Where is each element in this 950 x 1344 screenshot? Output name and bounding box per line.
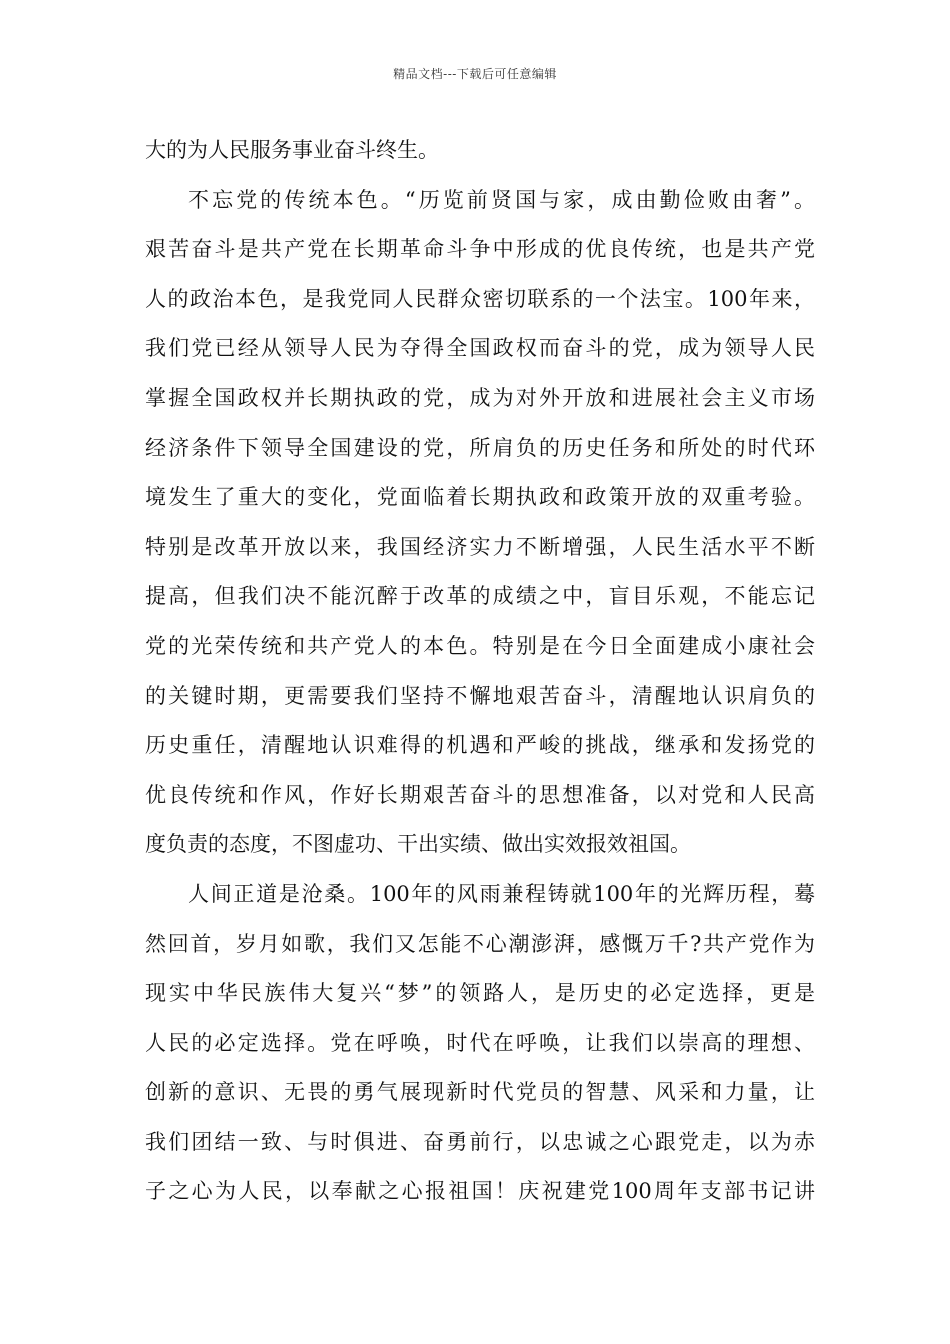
text-line: 特别是改革开放以来，我国经济实力不断增强，人民生活水平不断: [145, 534, 815, 559]
text-line: 不忘党的传统本色。“历览前贤国与家，成由勤俭败由奢”。: [188, 187, 815, 212]
text-line: 提高，但我们决不能沉醉于改革的成绩之中，盲目乐观，不能忘记: [145, 584, 815, 609]
text-line: 人间正道是沧桑。100年的风雨兼程铸就100年的光辉历程，蓦: [188, 881, 815, 906]
text-line: 历史重任，清醒地认识难得的机遇和严峻的挑战，继承和发扬党的: [145, 733, 815, 758]
text-line: 大的为人民服务事业奋斗终生。: [145, 138, 439, 162]
page-header: 精品文档---下载后可任意编辑: [393, 67, 557, 81]
text-line: 人的政治本色，是我党同人民群众密切联系的一个法宝。100年来，: [145, 286, 815, 311]
document-body: [145, 126, 815, 1217]
text-line: 党的光荣传统和共产党人的本色。特别是在今日全面建成小康社会: [145, 633, 815, 658]
text-line: 我们团结一致、与时俱进、奋勇前行，以忠诚之心跟党走，以为赤: [145, 1129, 815, 1154]
text-line: 然回首，岁月如歌，我们又怎能不心潮澎湃，感慨万千?共产党作为: [145, 931, 815, 956]
text-line: 境发生了重大的变化，党面临着长期执政和政策开放的双重考验。: [145, 485, 815, 510]
text-line: 创新的意识、无畏的勇气展现新时代党员的智慧、风采和力量，让: [145, 1080, 815, 1105]
text-line: 掌握全国政权并长期执政的党，成为对外开放和进展社会主义市场: [145, 385, 815, 410]
text-line: 子之心为人民，以奉献之心报祖国！庆祝建党100周年支部书记讲: [145, 1179, 815, 1204]
text-line: 现实中华民族伟大复兴“梦”的领路人，是历史的必定选择，更是: [145, 981, 815, 1006]
text-line: 艰苦奋斗是共产党在长期革命斗争中形成的优良传统，也是共产党: [145, 237, 815, 262]
text-line: 人民的必定选择。党在呼唤，时代在呼唤，让我们以崇高的理想、: [145, 1030, 815, 1055]
text-line: 优良传统和作风，作好长期艰苦奋斗的思想准备，以对党和人民高: [145, 782, 815, 807]
text-line: 经济条件下领导全国建设的党，所肩负的历史任务和所处的时代环: [145, 435, 815, 460]
text-line: 我们党已经从领导人民为夺得全国政权而奋斗的党，成为领导人民: [145, 336, 815, 361]
text-line: 度负责的态度，不图虚功、干出实绩、做出实效报效祖国。: [145, 832, 691, 857]
text-line: 的关键时期，更需要我们坚持不懈地艰苦奋斗，清醒地认识肩负的: [145, 683, 815, 708]
